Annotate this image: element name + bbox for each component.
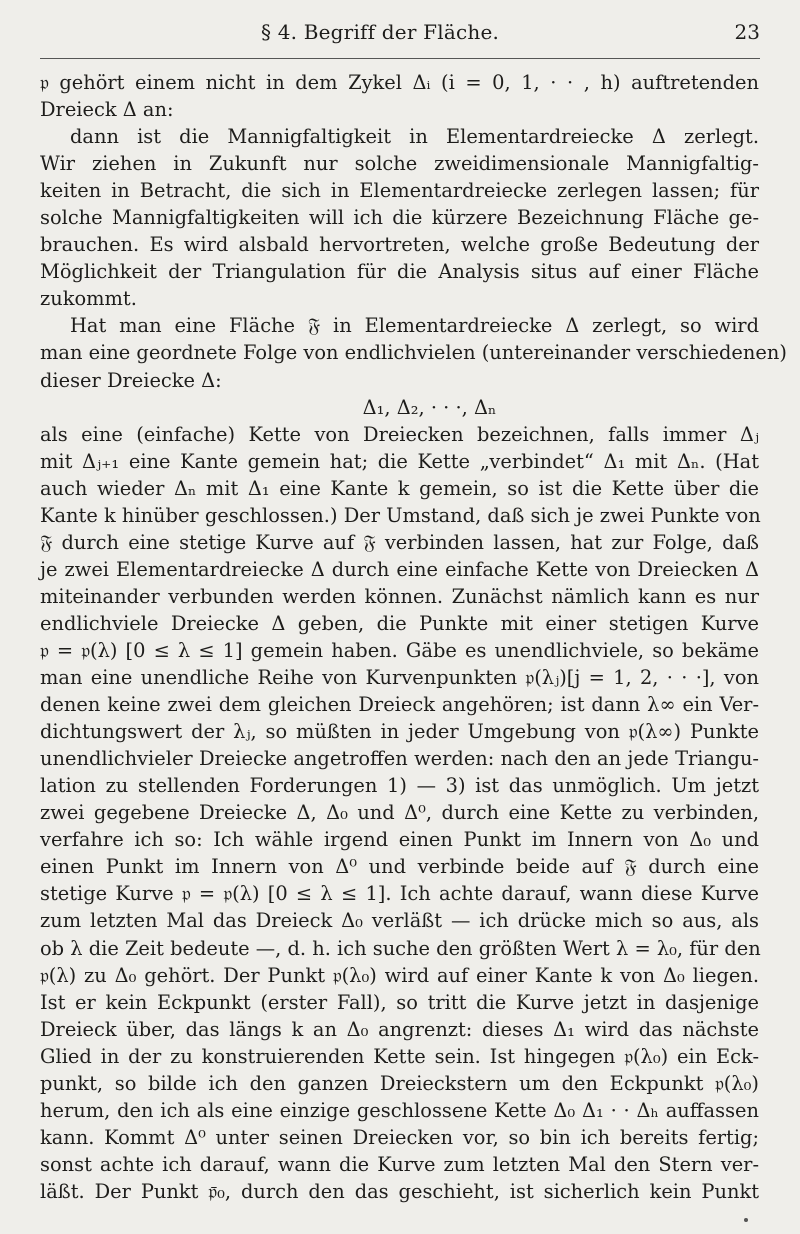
body-text: [40, 69, 787, 1205]
text-line: zukommt.: [40, 287, 137, 311]
text-line: zum letzten Mal das Dreieck Δ₀ verläßt — ich drücke mich so aus, als: [40, 909, 759, 933]
text-line: man eine geordnete Folge von endlichvielen (untereinander verschiedenen): [40, 341, 787, 365]
text-line: mit Δⱼ₊₁ eine Kante gemein hat; die Kette „verbindet“ Δ₁ mit Δₙ. (Hat: [40, 449, 759, 473]
text-line: Möglichkeit der Triangulation für die Analysis situs auf einer Fläche: [40, 260, 759, 284]
text-line: verfahre ich so: Ich wähle irgend einen Punkt im Innern von Δ₀ und: [40, 828, 759, 852]
text-line: denen keine zwei dem gleichen Dreieck angehören; ist dann λ∞ ein Ver-: [40, 693, 759, 717]
text-line: 𝔭(λ) zu Δ₀ gehört. Der Punkt 𝔭(λ₀) wird auf einer Kante k von Δ₀ liegen.: [40, 963, 759, 987]
text-line: einen Punkt im Innern von Δ⁰ und verbinde beide auf 𝔉 durch eine: [40, 855, 759, 879]
text-line: läßt. Der Punkt 𝔭̄₀, durch den das geschieht, ist sicherlich kein Punkt: [40, 1179, 759, 1203]
text-line: ob λ die Zeit bedeute —, d. h. ich suche den größten Wert λ = λ₀, für den: [40, 936, 761, 960]
text-line: man eine unendliche Reihe von Kurvenpunkten 𝔭(λⱼ)[j = 1, 2, · · ·], von: [40, 666, 759, 690]
text-line: Ist er kein Eckpunkt (erster Fall), so tritt die Kurve jetzt in dasjenige: [40, 990, 759, 1014]
formula-line: Δ₁, Δ₂, · · ·, Δₙ: [362, 395, 497, 419]
text-line: 𝔭 gehört einem nicht in dem Zykel Δᵢ (i = 0, 1, · · , h) auftretenden: [40, 71, 759, 94]
text-line: sonst achte ich darauf, wann die Kurve zum letzten Mal den Stern ver-: [40, 1152, 759, 1176]
text-line: punkt, so bilde ich den ganzen Dreieckstern um den Eckpunkt 𝔭(λ₀): [40, 1071, 759, 1095]
text-line: Kante k hinüber geschlossen.) Der Umstand, daß sich je zwei Punkte von: [40, 503, 761, 527]
text-line: auch wieder Δₙ mit Δ₁ eine Kante k gemein, so ist die Kette über die: [40, 476, 759, 500]
text-line: zwei gegebene Dreiecke Δ, Δ₀ und Δ⁰, durch eine Kette zu verbinden,: [40, 801, 759, 825]
text-line: dieser Dreiecke Δ:: [40, 368, 222, 392]
text-line: kann. Kommt Δ⁰ unter seinen Dreiecken vor, so bin ich bereits fertig;: [40, 1125, 759, 1149]
text-line: dichtungswert der λⱼ, so müßten in jeder Umgebung von 𝔭(λ∞) Punkte: [40, 720, 759, 744]
text-line: 𝔉 durch eine stetige Kurve auf 𝔉 verbinden lassen, hat zur Folge, daß: [40, 530, 759, 554]
header-title: § 4. Begriff der Fläche.: [260, 20, 500, 44]
header-rule: [40, 58, 760, 59]
running-header: [40, 14, 760, 50]
text-line: unendlichvieler Dreiecke angetroffen werden: nach den an jede Triangu-: [40, 747, 759, 771]
text-line: herum, den ich als eine einzige geschlossene Kette Δ₀ Δ₁ · · Δₕ auffassen: [40, 1098, 759, 1122]
text-line: solche Mannigfaltigkeiten will ich die kürzere Bezeichnung Fläche ge-: [40, 206, 759, 230]
text-line: je zwei Elementardreiecke Δ durch eine einfache Kette von Dreiecken Δ: [40, 557, 759, 581]
text-line: miteinander verbunden werden können. Zunächst nämlich kann es nur: [40, 584, 759, 608]
page-number: 23: [734, 20, 760, 44]
text-line: lation zu stellenden Forderungen 1) — 3) ist das unmöglich. Um jetzt: [40, 774, 759, 798]
print-speck: [744, 1218, 748, 1222]
text-line: als eine (einfache) Kette von Dreiecken bezeichnen, falls immer Δⱼ: [40, 422, 759, 446]
text-line: Hat man eine Fläche 𝔉 in Elementardreiecke Δ zerlegt, so wird: [70, 314, 759, 338]
text-line: Glied in der zu konstruierenden Kette sein. Ist hingegen 𝔭(λ₀) ein Eck-: [40, 1044, 759, 1068]
text-line: 𝔭 = 𝔭(λ) [0 ≤ λ ≤ 1] gemein haben. Gäbe es unendlichviele, so bekäme: [40, 638, 759, 662]
text-line: keiten in Betracht, die sich in Elementardreiecke zerlegen lassen; für: [40, 179, 759, 203]
text-line: stetige Kurve 𝔭 = 𝔭(λ) [0 ≤ λ ≤ 1]. Ich achte darauf, wann diese Kurve: [40, 882, 759, 906]
text-line: Wir ziehen in Zukunft nur solche zweidimensionale Mannigfaltig-: [40, 152, 759, 176]
text-line: brauchen. Es wird alsbald hervortreten, welche große Bedeutung der: [40, 233, 759, 257]
text-line: Dreieck Δ an:: [40, 98, 174, 122]
text-line: Dreieck über, das längs k an Δ₀ angrenzt: dieses Δ₁ wird das nächste: [40, 1017, 759, 1041]
text-line: dann ist die Mannigfaltigkeit in Elementardreiecke Δ zerlegt.: [70, 125, 759, 149]
text-line: endlichviele Dreiecke Δ geben, die Punkte mit einer stetigen Kurve: [40, 611, 759, 635]
